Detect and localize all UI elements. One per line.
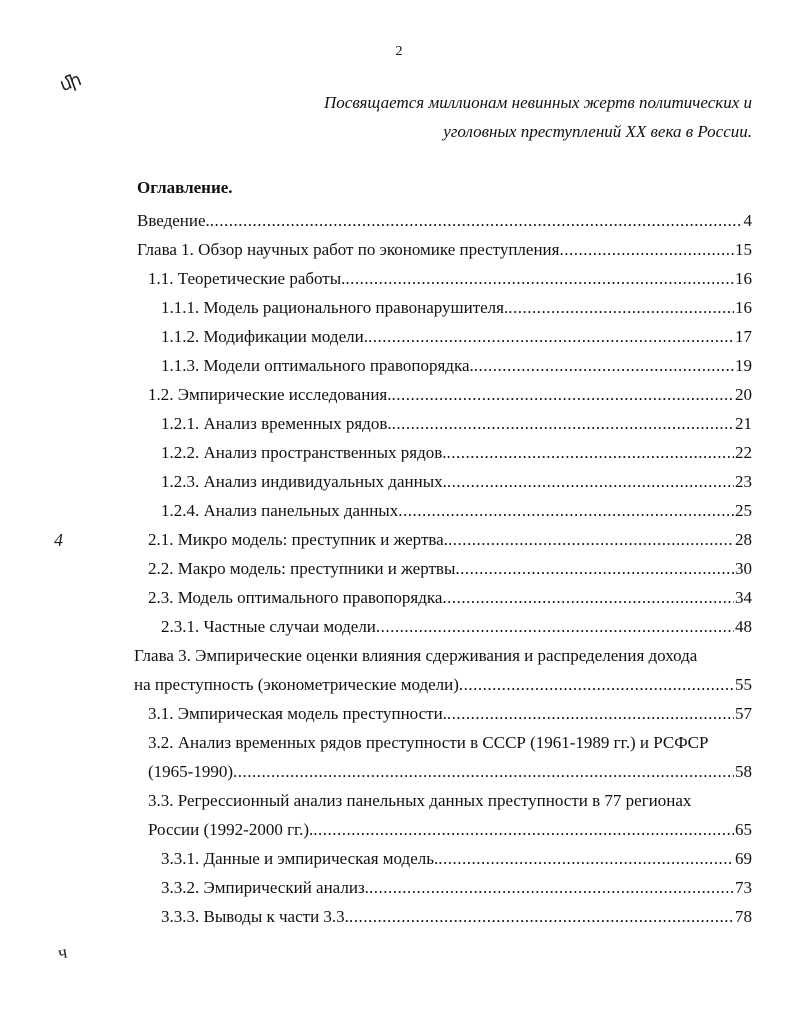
toc-entry[interactable] [0, 728, 798, 786]
toc-entry[interactable] [0, 873, 798, 902]
page-number: 2 [395, 44, 403, 59]
toc-entry[interactable] [0, 525, 798, 554]
toc-entry-text: 3.1. Эмпирическая модель преступности. [148, 704, 447, 723]
toc-entry[interactable] [0, 699, 798, 728]
toc-entry[interactable] [0, 206, 798, 235]
toc-entry[interactable] [0, 902, 798, 931]
margin-mark: ﬕ [57, 68, 85, 96]
toc-entry[interactable] [0, 496, 798, 525]
toc-entry-page: 30 [735, 559, 752, 578]
toc-entry-page: 19 [735, 356, 752, 375]
toc-entry-text: 1.2.3. Анализ индивидуальных данных. [161, 472, 447, 491]
toc-entry-text: 2.1. Микро модель: преступник и жертва. [148, 530, 448, 549]
toc-entry-text: 1.1.1. Модель рационального правонарушителя. [161, 298, 509, 317]
toc-entry-page: 20 [735, 385, 752, 404]
toc-entry-text: 2.2. Макро модель: преступники и жертвы [148, 559, 456, 578]
toc-entry-text: (1965-1990) [148, 762, 233, 781]
toc-entry-text: России (1992-2000 гг.). [148, 820, 314, 839]
toc-entry-page: 16 [735, 298, 752, 317]
toc-entry-page: 16 [735, 269, 752, 288]
toc-entry[interactable] [0, 322, 798, 351]
toc-entry-text-first-line: 3.2. Анализ временных рядов преступности в СССР (1961-1989 гг.) и РСФСР [148, 733, 709, 752]
toc-entry-text: 1.2.1. Анализ временных рядов. [161, 414, 392, 433]
toc-entry-text: 3.3.3. Выводы к части 3.3. [161, 907, 349, 926]
toc-title: Оглавление. [137, 178, 233, 197]
toc-entry-text: Глава 1. Обзор научных работ по экономике преступления [137, 240, 560, 259]
toc-entry[interactable] [0, 583, 798, 612]
toc-entry-page: 28 [735, 530, 752, 549]
toc-entry-page: 17 [735, 327, 752, 346]
toc-entry[interactable] [0, 612, 798, 641]
margin-mark: ч [56, 941, 69, 963]
toc-entry-page: 25 [735, 501, 752, 520]
toc-entry-page: 15 [735, 240, 752, 259]
dedication [324, 88, 752, 146]
toc-entry-text: Введение. [137, 211, 210, 230]
toc-entry[interactable] [0, 844, 798, 873]
toc-entry-text: на преступность (эконометрические модели) [134, 675, 459, 694]
toc-entry-page: 58 [735, 762, 752, 781]
toc-entry[interactable] [0, 641, 798, 699]
toc-entry-page: 69 [735, 849, 752, 868]
toc-entry-page: 23 [735, 472, 752, 491]
toc-entry-text: 1.1. Теоретические работы. [148, 269, 346, 288]
toc-entry-page: 55 [735, 675, 752, 694]
toc-entry[interactable] [0, 467, 798, 496]
table-of-contents [0, 206, 798, 931]
toc-entry[interactable] [0, 554, 798, 583]
toc-entry-text: 3.3.1. Данные и эмпирическая модель. [161, 849, 439, 868]
toc-entry-page: 78 [735, 907, 752, 926]
toc-entry-text: 2.3.1. Частные случаи модели [161, 617, 376, 636]
toc-entry-text: 1.2. Эмпирические исследования. [148, 385, 392, 404]
dedication-line-1: Посвящается миллионам невинных жертв политических и [324, 93, 752, 112]
margin-mark: 4 [54, 530, 63, 550]
toc-entry-text-first-line: Глава 3. Эмпирические оценки влияния сдерживания и распределения дохода [134, 646, 698, 665]
toc-entry-text: 1.2.4. Анализ панельных данных [161, 501, 399, 520]
toc-entry-text-first-line: 3.3. Регрессионный анализ панельных данных преступности в 77 регионах [148, 791, 692, 810]
toc-entry-text: 1.1.3. Модели оптимального правопорядка. [161, 356, 474, 375]
toc-entry[interactable] [0, 264, 798, 293]
toc-entry-page: 65 [735, 820, 752, 839]
toc-entry-text: 3.3.2. Эмпирический анализ. [161, 878, 369, 897]
toc-entry-page: 4 [743, 211, 752, 230]
toc-entry[interactable] [0, 786, 798, 844]
toc-entry-page: 48 [735, 617, 752, 636]
toc-entry-page: 73 [735, 878, 752, 897]
toc-entry[interactable] [0, 351, 798, 380]
toc-entry[interactable] [0, 380, 798, 409]
toc-entry[interactable] [0, 293, 798, 322]
toc-entry[interactable] [0, 235, 798, 264]
toc-entry-page: 57 [735, 704, 752, 723]
toc-entry-text: 1.1.2. Модификации модели. [161, 327, 368, 346]
toc-entry-page: 34 [735, 588, 752, 607]
dedication-line-2: уголовных преступлений XX века в России. [443, 122, 752, 141]
toc-entry-text: 2.3. Модель оптимального правопорядка [148, 588, 443, 607]
toc-entry-page: 21 [735, 414, 752, 433]
toc-entry-page: 22 [735, 443, 752, 462]
toc-entry[interactable] [0, 409, 798, 438]
toc-entry[interactable] [0, 438, 798, 467]
toc-entry-text: 1.2.2. Анализ пространственных рядов. [161, 443, 447, 462]
